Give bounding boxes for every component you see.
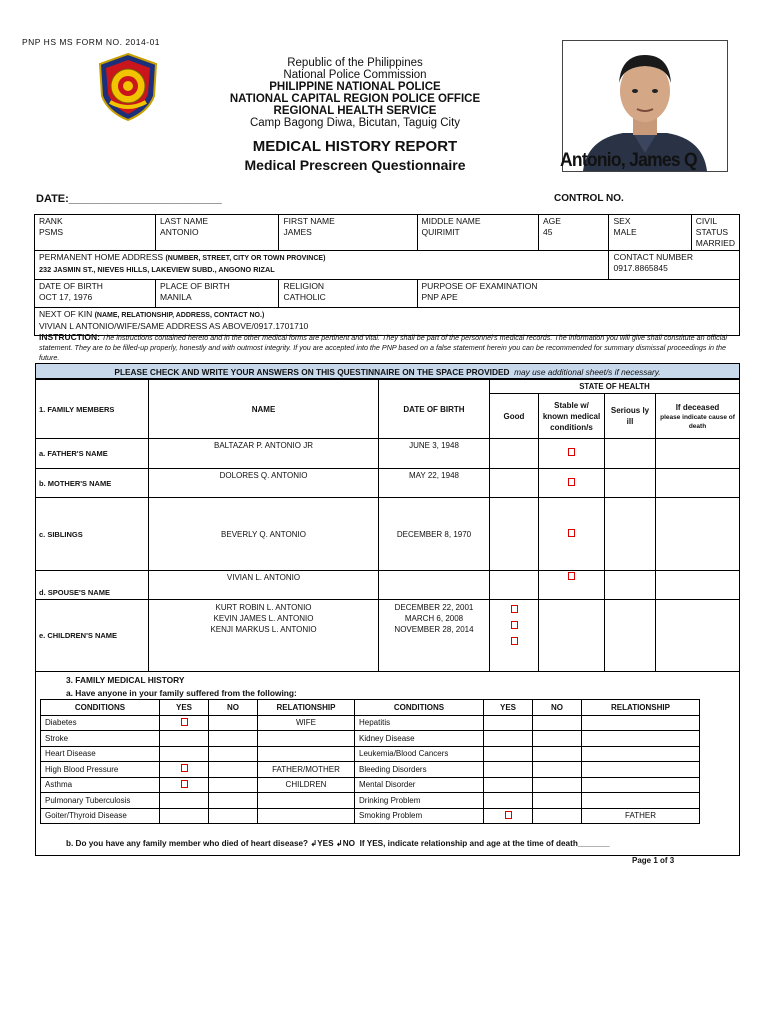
father-stable-cell[interactable] [539,439,605,469]
no-option[interactable]: NO [342,839,356,848]
leukemia-no-cell[interactable] [533,746,582,762]
sibling-stable-cell[interactable] [539,498,605,571]
father-dob[interactable]: JUNE 3, 1948 [379,439,490,469]
leukemia-relationship[interactable] [582,746,700,762]
spouse-stable-cell[interactable] [539,571,605,600]
heart-relationship[interactable] [258,746,355,762]
kin-label: NEXT OF KIN [39,309,93,319]
religion-value[interactable]: CATHOLIC [283,292,326,302]
col-name: NAME [149,380,379,439]
spouse-good-cell[interactable] [490,571,539,600]
child-2-dob[interactable]: MARCH 6, 2008 [404,614,464,623]
header-pnp: PHILIPPINE NATIONAL POLICE [269,81,441,93]
table-row [36,498,740,571]
bleeding-yes-cell[interactable] [484,762,533,778]
checkmark-icon[interactable]: ↲ [335,839,343,848]
bleeding-relationship[interactable] [582,762,700,778]
history-question-b-line [66,838,610,848]
yes-option[interactable]: YES [317,839,334,848]
kidney-yes-cell[interactable] [484,731,533,747]
form-number: PNP HS MS FORM NO. 2014-01 [22,37,161,47]
age-label: AGE [542,216,561,226]
sibling-dob[interactable]: DECEMBER 8, 1970 [379,498,490,571]
children-label: e. CHILDREN'S NAME [36,600,149,672]
pob-label: PLACE OF BIRTH [160,281,230,291]
hbp-no-cell[interactable] [209,762,258,778]
mother-label: b. MOTHER'S NAME [36,469,149,498]
family-section-label: 1. FAMILY MEMBERS [36,380,149,439]
drinking-relationship[interactable] [582,793,700,809]
contact-value[interactable]: 0917.8865845 [613,263,668,273]
last-name-value[interactable]: ANTONIO [160,227,199,237]
kidney-relationship[interactable] [582,731,700,747]
condition-asthma: Asthma [41,777,160,793]
history-section-label: 3. FAMILY MEDICAL HISTORY [66,675,185,685]
table-row [36,439,740,469]
drinking-yes-cell[interactable] [484,793,533,809]
first-name-label: FIRST NAME [283,216,335,226]
goiter-no-cell[interactable] [209,808,258,824]
kin-value[interactable]: VIVIAN L ANTONIO/WIFE/SAME ADDRESS AS ABOVE/0917.1701710 [39,321,309,331]
diabetes-relationship[interactable]: WIFE [258,715,355,731]
religion-label: RELIGION [283,281,325,291]
table-row [41,808,700,824]
checkbox-icon[interactable] [568,478,575,486]
checkbox-icon[interactable] [511,621,518,629]
instruction-block [35,330,740,363]
bleeding-no-cell[interactable] [533,762,582,778]
goiter-relationship[interactable] [258,808,355,824]
address-label: PERMANENT HOME ADDRESS [39,252,164,262]
dob-value[interactable]: OCT 17, 1976 [39,292,93,302]
drinking-no-cell[interactable] [533,793,582,809]
purpose-value[interactable]: PNP APE [421,292,458,302]
sex-value[interactable]: MALE [613,227,637,237]
medical-history-table [40,699,700,824]
sibling-good-cell[interactable] [490,498,539,571]
col-conditions-left: CONDITIONS [41,700,160,716]
personal-info-table [34,214,740,336]
col-stable: Stable w/ known medical condition/s [539,394,605,439]
checkbox-icon[interactable] [511,605,518,613]
col-good: Good [490,394,539,439]
father-name[interactable]: BALTAZAR P. ANTONIO JR [149,439,379,469]
page-title: MEDICAL HISTORY REPORT [252,138,458,155]
sibling-deceased-cell[interactable] [656,498,740,571]
spouse-name[interactable]: VIVIAN L. ANTONIO [149,571,379,600]
table-row [36,571,740,600]
spouse-serious-cell[interactable] [605,571,656,600]
smoking-yes-cell[interactable] [484,808,533,824]
asthma-no-cell[interactable] [209,777,258,793]
heart-no-cell[interactable] [209,746,258,762]
hepatitis-yes-cell[interactable] [484,715,533,731]
asthma-relationship[interactable]: CHILDREN [258,777,355,793]
checkbox-icon[interactable] [181,718,188,726]
spouse-deceased-cell[interactable] [656,571,740,600]
question-b-tail: If YES, indicate relationship and age at the time of death_______ [359,839,610,848]
rank-value[interactable]: PSMS [39,227,64,237]
asthma-yes-cell[interactable] [160,777,209,793]
checkbox-icon[interactable] [511,637,518,645]
heart-yes-cell[interactable] [160,746,209,762]
banner-text: PLEASE CHECK AND WRITE YOUR ANSWERS ON THIS QUESTINNAIRE ON THE SPACE PROVIDED [114,367,510,377]
checkbox-icon[interactable] [181,764,188,772]
checkbox-icon[interactable] [568,529,575,537]
sibling-serious-cell[interactable] [605,498,656,571]
mother-deceased-cell[interactable] [656,469,740,498]
last-name-label: LAST NAME [160,216,209,226]
tb-no-cell[interactable] [209,793,258,809]
tb-yes-cell[interactable] [160,793,209,809]
header-republic: Republic of the Philippines [287,57,423,69]
leukemia-yes-cell[interactable] [484,746,533,762]
condition-hepatitis: Hepatitis [355,715,484,731]
stroke-yes-cell[interactable] [160,731,209,747]
father-deceased-cell[interactable] [656,439,740,469]
sex-label: SEX [613,216,631,226]
col-yes-left: YES [160,700,209,716]
rank-label: RANK [39,216,63,226]
stroke-relationship[interactable] [258,731,355,747]
pnp-logo [96,52,160,122]
col-relationship-left: RELATIONSHIP [258,700,355,716]
hbp-relationship[interactable]: FATHER/MOTHER [258,762,355,778]
purpose-label: PURPOSE OF EXAMINATION [421,281,538,291]
child-3-dob[interactable]: NOVEMBER 28, 2014 [394,625,474,634]
family-members-table [35,379,740,672]
spouse-label: d. SPOUSE'S NAME [36,571,149,600]
photo-caption: Antonio, James Q [560,150,697,171]
question-b-text: b. Do you have any family member who died of heart disease? [66,839,309,848]
child-1-name[interactable]: KURT ROBIN L. ANTONIO [215,603,312,612]
children-serious-cell[interactable] [605,600,656,672]
children-good-cell[interactable] [490,600,539,672]
instruction-label: INSTRUCTION: [39,332,100,342]
address-value[interactable]: 232 JASMIN ST., NIEVES HILLS, LAKEVIEW SUBD., ANGONO RIZAL [39,265,275,274]
condition-goiter: Goiter/Thyroid Disease [41,808,160,824]
page-number: Page 1 of 3 [632,856,675,865]
middle-name-value[interactable]: QUIRIMIT [421,227,460,237]
col-serious: Serious ly ill [605,394,656,439]
checkbox-icon[interactable] [568,572,575,580]
mother-dob[interactable]: MAY 22, 1948 [379,469,490,498]
father-good-cell[interactable] [490,439,539,469]
condition-diabetes: Diabetes [41,715,160,731]
mother-serious-cell[interactable] [605,469,656,498]
history-question-a: a. Have anyone in your family suffered from the following: [66,688,297,698]
smoking-relationship[interactable]: FATHER [582,808,700,824]
condition-heart: Heart Disease [41,746,160,762]
table-row [41,777,700,793]
hepatitis-relationship[interactable] [582,715,700,731]
col-no-right: NO [533,700,582,716]
col-conditions-right: CONDITIONS [355,700,484,716]
col-relationship-right: RELATIONSHIP [582,700,700,716]
condition-leukemia: Leukemia/Blood Cancers [355,746,484,762]
condition-smoking: Smoking Problem [355,808,484,824]
state-of-health-header: STATE OF HEALTH [490,380,740,394]
page-subtitle: Medical Prescreen Questionnaire [244,157,466,173]
table-row [41,793,700,809]
col-yes-right: YES [484,700,533,716]
tb-relationship[interactable] [258,793,355,809]
goiter-yes-cell[interactable] [160,808,209,824]
table-row [41,746,700,762]
checkmark-icon[interactable]: ↲ [310,839,318,848]
diabetes-yes-cell[interactable] [160,715,209,731]
col-deceased-hint: please indicate cause of death [660,413,735,430]
table-row [36,469,740,498]
mother-stable-cell[interactable] [539,469,605,498]
checkbox-icon[interactable] [505,811,512,819]
mental-relationship[interactable] [582,777,700,793]
smoking-no-cell[interactable] [533,808,582,824]
table-row [41,731,700,747]
pob-value[interactable]: MANILA [160,292,192,302]
col-no-left: NO [209,700,258,716]
instruction-text: The instructions contained hereto and in the other medical forms are pertinent and vital. They shall be part of the personnel's medical records. The information you will give shall constitute an official statement. They are to be filled-up properly, honestly and with outmost integrity. If you are accepted into the PNP based on a false statement herein you can be recommended for summary dismissal proceedings in the future. [39,333,727,362]
dob-label: DATE OF BIRTH [39,281,103,291]
mental-yes-cell[interactable] [484,777,533,793]
mental-no-cell[interactable] [533,777,582,793]
col-deceased: If deceased [675,402,720,412]
condition-mental: Mental Disorder [355,777,484,793]
header-address: Camp Bagong Diwa, Bicutan, Taguig City [249,117,461,129]
mother-name[interactable]: DOLORES Q. ANTONIO [149,469,379,498]
instruction-banner [35,363,740,379]
header-ncrpo: NATIONAL CAPITAL REGION POLICE OFFICE [229,93,481,105]
father-label: a. FATHER'S NAME [36,439,149,469]
civil-status-label: CIVIL STATUS [695,216,729,237]
middle-name-label: MIDDLE NAME [421,216,481,226]
condition-hbp: High Blood Pressure [41,762,160,778]
kidney-no-cell[interactable] [533,731,582,747]
condition-stroke: Stroke [41,731,160,747]
hepatitis-no-cell[interactable] [533,715,582,731]
first-name-value[interactable]: JAMES [283,227,312,237]
sibling-name[interactable]: BEVERLY Q. ANTONIO [149,498,379,571]
age-value[interactable]: 45 [542,227,553,237]
table-row [36,600,740,672]
header-napolcom: National Police Commission [283,69,427,81]
hbp-yes-cell[interactable] [160,762,209,778]
address-hint: (NUMBER, STREET, CITY OR TOWN PROVINCE) [165,255,326,262]
table-row [41,715,700,731]
spouse-dob[interactable] [379,571,490,600]
siblings-label: c. SIBLINGS [36,498,149,571]
table-row [41,762,700,778]
date-field[interactable]: DATE:_________________________ [36,193,222,205]
header-rhs: REGIONAL HEALTH SERVICE [273,105,437,117]
control-number-label: CONTROL NO. [554,193,624,204]
checkbox-icon[interactable] [181,780,188,788]
condition-tb: Pulmonary Tuberculosis [41,793,160,809]
mother-good-cell[interactable] [490,469,539,498]
civil-status-value[interactable]: MARRIED [695,238,735,248]
checkbox-icon[interactable] [568,448,575,456]
condition-drinking: Drinking Problem [355,793,484,809]
child-2-name[interactable]: KEVIN JAMES L. ANTONIO [213,614,314,623]
col-dob: DATE OF BIRTH [379,380,490,439]
kin-hint: (NAME, RELATIONSHIP, ADDRESS, CONTACT NO.) [94,312,265,319]
stroke-no-cell[interactable] [209,731,258,747]
father-serious-cell[interactable] [605,439,656,469]
contact-label: CONTACT NUMBER [613,252,693,262]
diabetes-no-cell[interactable] [209,715,258,731]
children-stable-cell[interactable] [539,600,605,672]
condition-bleeding: Bleeding Disorders [355,762,484,778]
children-deceased-cell[interactable] [656,600,740,672]
condition-kidney: Kidney Disease [355,731,484,747]
child-1-dob[interactable]: DECEMBER 22, 2001 [394,603,474,612]
child-3-name[interactable]: KENJI MARKUS L. ANTONIO [210,625,317,634]
banner-note: may use additional sheet/s if necessary. [514,367,661,377]
